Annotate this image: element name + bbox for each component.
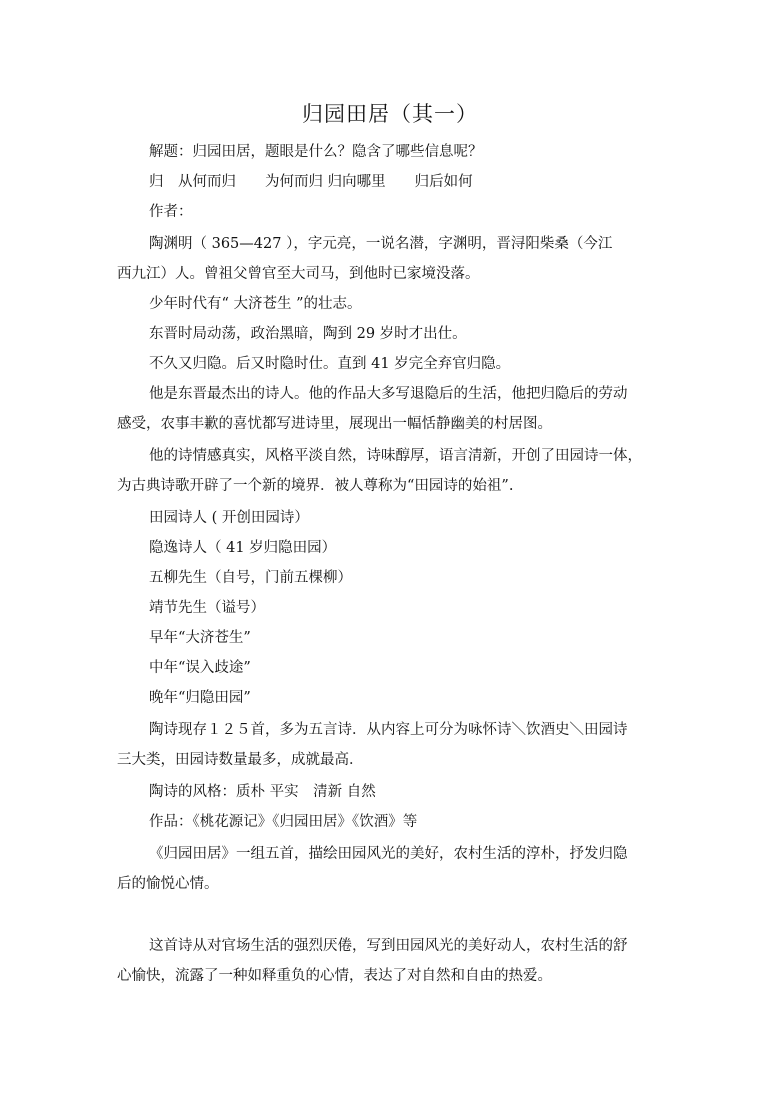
early-years: 早年“大济苍生” (149, 630, 251, 646)
poetry-style-line-1: 他的诗情感真实，风格平淡自然，诗味醇厚，语言清新，开创了田园诗一体， (149, 448, 642, 464)
author-heading: 作者： (149, 204, 193, 220)
late-years: 晚年“归隐田园” (149, 690, 251, 706)
page-title: 归园田居（其一） (302, 102, 478, 126)
middle-years: 中年“误入歧途” (149, 660, 251, 676)
poem-theme-line-2: 心愉快，流露了一种如释重负的心情，表达了对自然和自由的热爱。 (117, 968, 552, 984)
poem-theme-line-1: 这首诗从对官场生活的强烈厌倦，写到田园风光的美好动人，农村生活的舒 (149, 938, 628, 954)
retirement: 不久又归隐。后又时隐时仕。直到 41 岁完全弃官归隐。 (149, 356, 511, 372)
youth-ambition: 少年时代有“ 大济苍生 ”的壮志。 (149, 296, 362, 312)
title-recluse-poet: 隐逸诗人（ 41 岁归隐田园） (149, 540, 337, 556)
poem-summary-line-2: 后的愉悦心情。 (117, 876, 219, 892)
poem-summary-line-1: 《归园田居》一组五首，描绘田园风光的美好，农村生活的淳朴，抒发归隐 (149, 846, 628, 862)
poems-count-line-1: 陶诗现存１２５首，多为五言诗．从内容上可分为咏怀诗＼饮酒史＼田园诗 (149, 722, 628, 738)
career-start: 东晋时局动荡，政治黑暗，陶到 29 岁时才出仕。 (149, 326, 467, 342)
poems-count-line-2: 三大类，田园诗数量最多，成就最高． (117, 752, 364, 768)
poet-intro-line-2: 感受，农事丰歉的喜忧都写进诗里，展现出一幅恬静幽美的村居图。 (117, 416, 552, 432)
author-bio-line-1: 陶渊明（ 365—427 ），字元亮，一说名潜，字渊明，晋浔阳柴桑（今江 (149, 236, 613, 252)
poet-intro-line-1: 他是东晋最杰出的诗人。他的作品大多写退隐后的生活，他把归隐后的劳动 (149, 386, 628, 402)
works-list: 作品：《桃花源记》《归园田居》《饮酒》等 (149, 814, 418, 830)
title-five-willows: 五柳先生（自号，门前五棵柳） (149, 570, 352, 586)
poetry-style-summary: 陶诗的风格：质朴 平实 清新 自然 (149, 784, 376, 800)
intro-question: 解题：归园田居，题眼是什么？隐含了哪些信息呢？ (149, 144, 483, 160)
title-jingjie: 靖节先生（谥号） (149, 600, 265, 616)
author-bio-line-2: 西九江）人。曾祖父曾官至大司马，到他时已家境没落。 (117, 266, 480, 282)
poetry-style-line-2: 为古典诗歌开辟了一个新的境界．被人尊称为“田园诗的始祖”. (117, 478, 514, 494)
title-pastoral-poet: 田园诗人 ( 开创田园诗） (149, 510, 309, 526)
return-keywords: 归 从何而归 为何而归 归向哪里 归后如何 (149, 174, 473, 190)
